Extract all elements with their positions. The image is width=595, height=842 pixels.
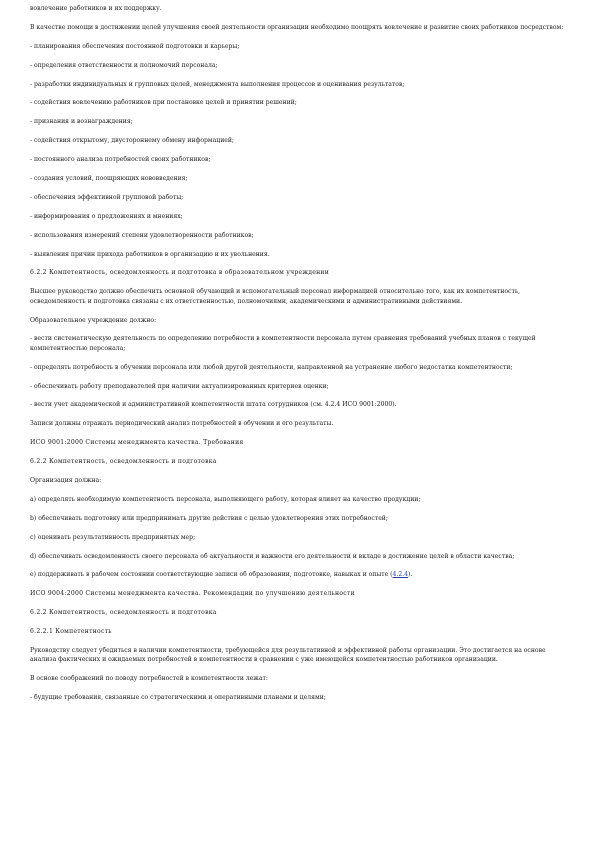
section-heading: 6.2.2 Компетентность, осведомленность и подготовка в образовательном учреждении	[30, 269, 330, 277]
list-item: a) определять необходимую компетентность персонала, выполняющего работу, которая влияет на качество продукции;	[30, 495, 421, 503]
list-item: - создания условий, поощряющих нововведения;	[30, 175, 188, 183]
standard-title: ИСО 9001:2000 Системы менеджмента качества. Требования	[30, 439, 244, 447]
list-item: - постоянного анализа потребностей своих работников;	[30, 156, 211, 164]
list-item: - определять потребность в обучении персонала или любой другой деятельности, направленной на устранение любого недостатка компетентности;	[30, 363, 513, 371]
list-item: - вести учет академической и административной компетентности штата сотрудников (см. 4.2.4 ИСО 9001:2000).	[30, 401, 397, 409]
list-item: c) оценивать результативность предпринятых мер;	[30, 533, 196, 541]
list-item: - определения ответственности и полномочий персонала;	[30, 61, 218, 69]
list-item: - вести систематическую деятельность по определению потребности в компетентности персонала путем сравнения требований учебных планов с текущей компетентностью персонала;	[30, 335, 536, 352]
list-item: - планирования обеспечения постоянной подготовки и карьеры;	[30, 42, 240, 50]
list-item: - разработки индивидуальных и групповых целей, менеджмента выполнения процессов и оценивания результатов;	[30, 80, 405, 88]
list-item: - будущие требования, связанные со стратегическими и оперативными планами и целями;	[30, 694, 326, 702]
list-item	[30, 570, 564, 579]
clause-link[interactable]: 4.2.4	[392, 571, 409, 579]
list-item: - содействия открытому, двустороннему обмену информацией;	[30, 137, 234, 145]
list-item: - обеспечивать работу преподавателей при наличии актуализированных критериев оценки;	[30, 382, 329, 390]
list-item-text: e) поддерживать в рабочем состоянии соответствующие записи об образовании, подготовке, навыках и опыте (	[30, 571, 393, 579]
paragraph: В качестве помощи в достижении целей улучшения своей деятельности организации необходимо поощрять вовлечение и развитие своих работников посредством:	[30, 23, 564, 31]
list-item: - выявления причин прихода работников в организацию и их увольнения.	[30, 250, 270, 258]
paragraph: Руководству следует убедиться в наличии компетентности, требующейся для результативной и эффективной работы организации. Это достигается на основе анализа фактических и ожидаемых потребностей в компетентности в сравнении с уже имеющейся компетентностью работников организации.	[30, 646, 546, 664]
section-heading: 6.2.2 Компетентность, осведомленность и подготовка	[30, 458, 217, 466]
paragraph: вовлечение работников и их поддержку.	[30, 5, 162, 12]
document-page	[30, 4, 564, 712]
list-item: - использования измерений степени удовлетворенности работников;	[30, 231, 254, 239]
list-item: - содействия вовлечению работников при постановке целей и принятии решений;	[30, 99, 297, 107]
list-item: - информирования о предложениях и мнениях;	[30, 212, 183, 220]
paragraph: Организация должна:	[30, 476, 102, 484]
list-item: - признания и вознаграждения;	[30, 118, 133, 126]
list-item: d) обеспечивать осведомленность своего персонала об актуальности и важности его деятельности и вкладе в достижение целей в области качества;	[30, 552, 515, 560]
section-heading: 6.2.2 Компетентность, осведомленность и подготовка	[30, 609, 217, 617]
list-item-text-end: ).	[408, 571, 413, 579]
paragraph: Высшее руководство должно обеспечить основной обучающий и вспомогательный персонал информацией относительно того, как их компетентность, осведомленность и подготовка связаны с их ответственностью, полномочиями, академическими и административными действиями.	[30, 288, 521, 305]
standard-title: ИСО 9004:2000 Системы менеджмента качества. Рекомендации по улучшению деятельности	[30, 590, 355, 598]
list-item: - обеспечения эффективной групповой работы;	[30, 193, 184, 201]
list-item: b) обеспечивать подготовку или предпринимать другие действия с целью удовлетворения этих потребностей;	[30, 514, 388, 522]
paragraph: В основе соображений по поводу потребностей в компетентности лежат:	[30, 675, 268, 683]
paragraph: Образовательное учреждение должно:	[30, 316, 157, 324]
paragraph: Записи должны отражать периодический анализ потребностей в обучении и его результаты.	[30, 420, 334, 428]
subsection-heading: 6.2.2.1 Компетентность	[30, 628, 112, 636]
